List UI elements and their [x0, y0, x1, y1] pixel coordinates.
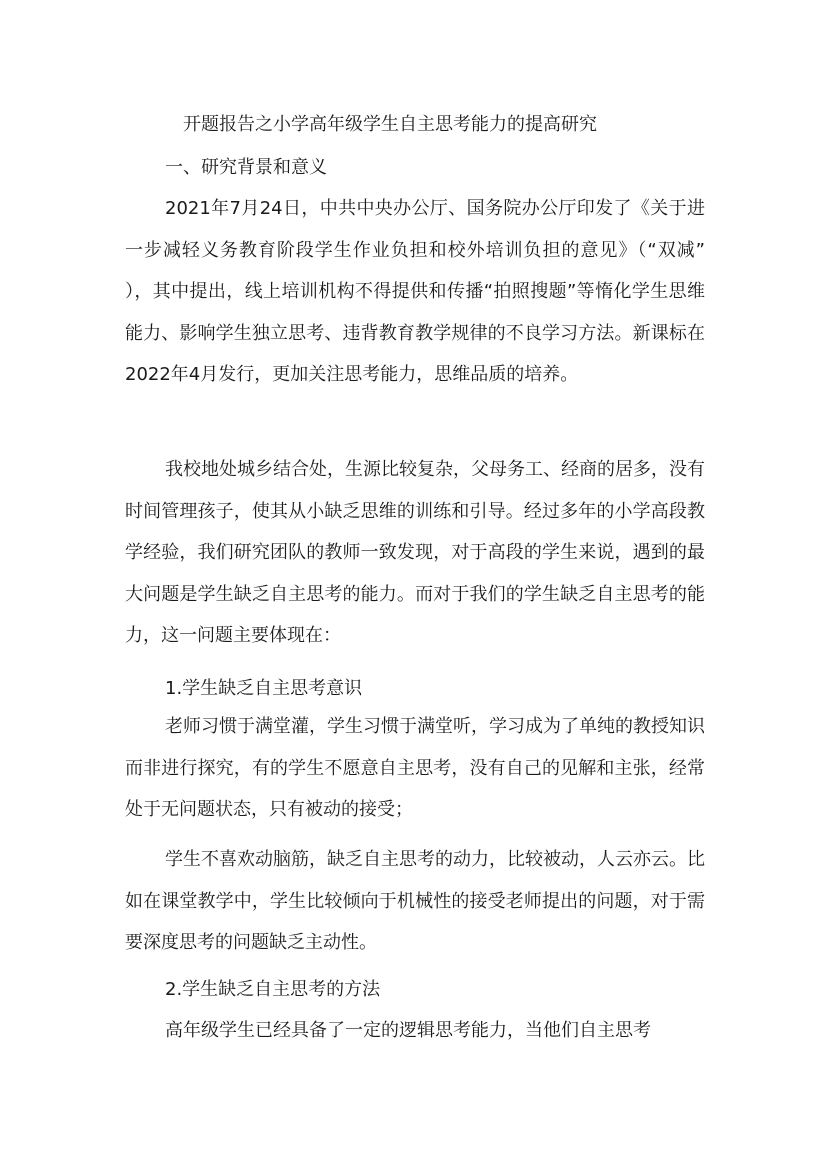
section-heading: 一、研究背景和意义	[165, 157, 327, 178]
subheading-awareness: 1.学生缺乏自主思考意识	[165, 678, 363, 699]
subheading-methods: 2.学生缺乏自主思考的方法	[165, 979, 381, 1000]
paragraph-teaching-habit: 老师习惯于满堂灌，学生习惯于满堂听，学习成为了单纯的教授知识而非进行探究，有的学生不愿意自主思考，没有自己的见解和主张，经常处于无问题状态，只有被动的接受；	[125, 716, 705, 821]
paragraph-logic-ability: 高年级学生已经具备了一定的逻辑思考能力，当他们自主思考	[165, 1020, 651, 1041]
paragraph-passive-students: 学生不喜欢动脑筋，缺乏自主思考的动力，比较被动，人云亦云。比如在课堂教学中，学生比较倾向于机械性的接受老师提出的问题，对于需要深度思考的问题缺乏主动性。	[125, 849, 705, 954]
paragraph-background: 2021年7月24日，中共中央办公厅、国务院办公厅印发了《关于进一步减轻义务教育阶段学生作业负担和校外培训负担的意见》（“双减” ），其中提出，线上培训机构不得提供和传播“拍照搜题”等惰化学生思维能力、影响学生独立思考、违背教育教学规律的不良学习方法。新课标在2022年4月发行，更加关注思考能力，思维品质的培养。	[125, 198, 705, 386]
paragraph-school-situation: 我校地处城乡结合处，生源比较复杂，父母务工、经商的居多，没有时间管理孩子，使其从小缺乏思维的训练和引导。经过多年的小学高段教学经验，我们研究团队的教师一致发现，对于高段的学生来说，遇到的最大问题是学生缺乏自主思考的能力。而对于我们的学生缺乏自主思考的能力，这一问题主要体现在：	[125, 459, 705, 647]
document-title: 开题报告之小学高年级学生自主思考能力的提高研究	[183, 114, 597, 135]
